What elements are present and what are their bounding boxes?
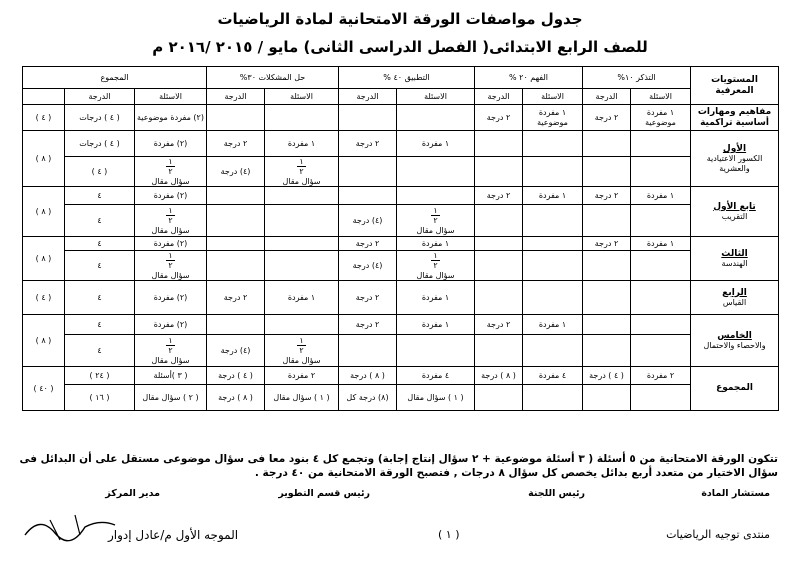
cell: ١ مفردة: [397, 281, 475, 315]
degree-header: الدرجة: [583, 89, 631, 105]
degree-header: الدرجة: [475, 89, 523, 105]
cell: (٤) درجة: [339, 205, 397, 237]
unit-title: الأول: [722, 144, 747, 155]
degree-header: الدرجة: [65, 89, 135, 105]
forum-name: منتدى توجيه الرياضيات: [666, 528, 770, 541]
signature-subject-advisor: مستشار المادة: [701, 488, 770, 499]
table-row: [23, 335, 779, 367]
handwritten-signature: [20, 505, 120, 545]
cell: ( ٨ ) درجة: [475, 367, 523, 385]
cell: ( ٨ ) درجة: [339, 367, 397, 385]
cell: ٢ درجة: [475, 105, 523, 131]
row-total: ( ٨ ): [23, 237, 65, 281]
half-fraction: $\frac{١}{٢}$: [433, 206, 438, 226]
cell: $\frac{١}{٢}$ سؤال مقال: [135, 251, 207, 281]
cell: ١ مفردة: [397, 131, 475, 157]
questions-header: الاسئلة: [265, 89, 339, 105]
cell: ( ٤ ) درجات: [65, 131, 135, 157]
cell: (٢) مفردة: [135, 281, 207, 315]
grand-total: ( ٤٠ ): [23, 367, 65, 411]
cell: (٢) مفردة: [135, 131, 207, 157]
cell: $\frac{١}{٢}$ سؤال مقال: [397, 205, 475, 237]
table-row: [23, 251, 779, 281]
document-title: جدول مواصفات الورقة الامتحانية لمادة الرياضيات: [217, 10, 583, 28]
note-line: تتكون الورقة الامتحانية من ٥ أسئلة ( ٣ أسئلة موضوعية + ٢ سؤال إنتاج إجابة) وتجمع كل ٤ بنود معا فى سؤال موضوعى مستقل على أن البدائل فى: [19, 453, 778, 465]
cell: ( ١٦ ): [65, 385, 135, 411]
row-label: المجموع: [691, 367, 779, 411]
row-label: [691, 131, 779, 187]
cell: ( ١ ) سؤال مقال: [397, 385, 475, 411]
unit-subtitle: والاحصاء والاحتمال: [703, 341, 766, 351]
cell: ٤: [65, 205, 135, 237]
unit-title: الثالث: [721, 248, 748, 259]
cell: ( ٤ ): [65, 157, 135, 187]
cell: (٢) مفردة موضوعية: [135, 105, 207, 131]
table-row: [23, 105, 779, 131]
table-row: [23, 315, 779, 335]
questions-header: الاسئلة: [523, 89, 583, 105]
cell: ٢ درجة: [339, 237, 397, 251]
row-label: مفاهيم ومهارات أساسية تراكمية: [691, 105, 779, 131]
exam-notes: [18, 452, 778, 480]
header-row-1: [23, 67, 779, 89]
cell: ١ مفردة: [523, 315, 583, 335]
cell: ٢ درجة: [207, 281, 265, 315]
unit-subtitle: الكسور الاعتيادية والعشرية: [706, 154, 763, 173]
questions-header: الاسئلة: [135, 89, 207, 105]
unit-title: الرابع: [722, 287, 747, 298]
half-fraction: $\frac{١}{٢}$: [168, 336, 173, 356]
document-subtitle: للصف الرابع الابتدائى( الفصل الدراسى الثانى) مايو / ٢٠١٥ /٢٠١٦ م: [152, 38, 648, 56]
unit-subtitle: القياس: [722, 298, 747, 308]
row-label: [691, 237, 779, 281]
cell: ١ مفردة: [631, 187, 691, 205]
cell: (٤) درجة: [207, 335, 265, 367]
cell: $\frac{١}{٢}$ سؤال مقال: [135, 205, 207, 237]
row-total: ( ٨ ): [23, 315, 65, 367]
cell: (٢) مفردة: [135, 315, 207, 335]
questions-header: الاسئلة: [631, 89, 691, 105]
degree-header: الدرجة: [207, 89, 265, 105]
supervisor-signature: الموجه الأول م/عادل إدوار: [108, 528, 239, 542]
degree-header: الدرجة: [339, 89, 397, 105]
cell: ( ٤ ) درجات: [65, 105, 135, 131]
cell: ٤: [65, 281, 135, 315]
row-total: ( ٤ ): [23, 105, 65, 131]
cell: ٤: [65, 315, 135, 335]
cell: ٢ درجة: [583, 237, 631, 251]
half-fraction: $\frac{١}{٢}$: [299, 157, 304, 177]
row-total: ( ٤ ): [23, 281, 65, 315]
cell: ٤: [65, 335, 135, 367]
cell: (٤) درجة: [339, 251, 397, 281]
unit-subtitle: الهندسة: [721, 259, 748, 269]
cell: ٢ درجة: [583, 187, 631, 205]
table-row: [23, 281, 779, 315]
table-row: [23, 237, 779, 251]
apply-header: التطبيق ٤٠ %: [339, 67, 475, 89]
cell: ١ مفردة: [631, 237, 691, 251]
table-row: [23, 157, 779, 187]
row-total: ( ٨ ): [23, 131, 65, 187]
cell: ٤: [65, 237, 135, 251]
cell: (٤) درجة: [207, 157, 265, 187]
cell: ١ مفردة: [265, 281, 339, 315]
table-row: [23, 205, 779, 237]
cell: ١ مفردة: [523, 187, 583, 205]
table-row: [23, 131, 779, 157]
remember-header: التذكر ١٠%: [583, 67, 691, 89]
half-fraction: $\frac{١}{٢}$: [433, 251, 438, 271]
table-row: [23, 367, 779, 385]
signature-development-head: رئيس قسم التطوير: [278, 488, 370, 499]
questions-header: الاسئلة: [397, 89, 475, 105]
cell: ٤ مفردة: [397, 367, 475, 385]
half-fraction: $\frac{١}{٢}$: [299, 336, 304, 356]
cell: $\frac{١}{٢}$ سؤال مقال: [265, 157, 339, 187]
cell: ٤: [65, 251, 135, 281]
cell: ( ٢ ) سؤال مقال: [135, 385, 207, 411]
cell: (٢) مفردة: [135, 237, 207, 251]
half-fraction: $\frac{١}{٢}$: [168, 206, 173, 226]
cell: ( ٨ ) درجة: [207, 385, 265, 411]
cell: $\frac{١}{٢}$ سؤال مقال: [135, 335, 207, 367]
row-label: [691, 281, 779, 315]
cell: (٨) درجة كل: [339, 385, 397, 411]
table-row: [23, 385, 779, 411]
half-fraction: $\frac{١}{٢}$: [168, 157, 173, 177]
table-row: [23, 187, 779, 205]
unit-subtitle: التقريب: [721, 212, 748, 222]
cell: ٢ مفردة: [631, 367, 691, 385]
cell: ( ٢٤ ): [65, 367, 135, 385]
half-fraction: $\frac{١}{٢}$: [168, 251, 173, 271]
problem-header: حل المشكلات ٣٠%: [207, 67, 339, 89]
cell: ١ مفردة: [265, 131, 339, 157]
cell: ١ مفردة موضوعية: [523, 105, 583, 131]
understand-header: الفهم ٢٠ %: [475, 67, 583, 89]
signature-committee-head: رئيس اللجنة: [528, 488, 585, 499]
unit-title: تابع الأول: [713, 201, 756, 212]
row-label: [691, 187, 779, 237]
note-line: سؤال الاختيار من متعدد أربع بدائل يخصص كل سؤال ٨ درجات , فتصبح الورقة الامتحانية من ٤٠ درجة .: [254, 467, 778, 479]
cell: ١ مفردة موضوعية: [631, 105, 691, 131]
cell: ٢ درجة: [339, 281, 397, 315]
cell: ٤ مفردة: [523, 367, 583, 385]
cell: ٢ درجة: [207, 131, 265, 157]
cell: (٢) مفردة: [135, 187, 207, 205]
cell: ١ مفردة: [397, 237, 475, 251]
cell: ٢ درجة: [339, 131, 397, 157]
cell: ( ٤ ) درجة: [207, 367, 265, 385]
row-total: ( ٨ ): [23, 187, 65, 237]
levels-header: المستويات المعرفية: [691, 67, 779, 105]
unit-title: الخامس: [717, 330, 752, 341]
cell: ٢ درجة: [475, 187, 523, 205]
signature-center-director: مدير المركز: [105, 488, 160, 499]
specification-table: [22, 66, 779, 411]
cell: ٢ درجة: [339, 315, 397, 335]
total-header: المجموع: [23, 67, 207, 89]
cell: ٢ مفردة: [265, 367, 339, 385]
cell: $\frac{١}{٢}$ سؤال مقال: [265, 335, 339, 367]
cell: ( ٤ ) درجة: [583, 367, 631, 385]
cell: ( ٣ )أسئلة: [135, 367, 207, 385]
cell: $\frac{١}{٢}$ سؤال مقال: [135, 157, 207, 187]
cell: ٢ درجة: [475, 315, 523, 335]
cell: ١ مفردة: [397, 315, 475, 335]
row-label: [691, 315, 779, 367]
cell: ٤: [65, 187, 135, 205]
cell: ( ١ ) سؤال مقال: [265, 385, 339, 411]
header-row-2: [23, 89, 779, 105]
page-number: ( ١ ): [438, 528, 460, 541]
cell: $\frac{١}{٢}$ سؤال مقال: [397, 251, 475, 281]
cell: ٢ درجة: [583, 105, 631, 131]
